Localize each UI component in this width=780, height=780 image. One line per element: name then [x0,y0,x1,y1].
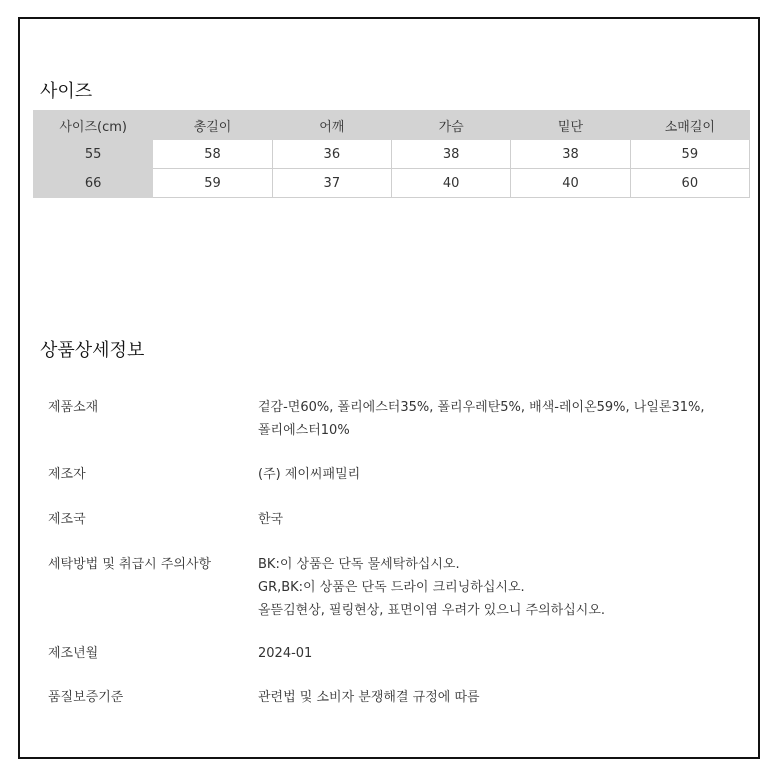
detail-value [258,686,750,709]
table-cell: 37 [272,169,391,198]
detail-line: 폴리에스터10% [258,423,350,438]
detail-label: 제조자 [48,467,86,482]
table-cell: 40 [391,169,510,198]
table-row [34,169,750,198]
detail-line: BK:이 상품은 단독 물세탁하십시오. [258,557,460,572]
content-frame [18,17,760,759]
detail-label: 품질보증기준 [48,690,124,705]
detail-value [258,508,750,531]
size-label: 66 [34,169,153,198]
detail-value [258,642,750,665]
detail-label: 제품소재 [48,400,99,415]
detail-section-title: 상품상세정보 [40,340,145,361]
header-chest: 가슴 [391,111,510,140]
detail-label: 제조년월 [48,646,99,661]
table-cell: 60 [630,169,749,198]
detail-label: 제조국 [48,512,86,527]
table-cell: 38 [391,140,510,169]
table-cell: 36 [272,140,391,169]
header-hem: 밑단 [511,111,630,140]
header-sleeve-length: 소매길이 [630,111,749,140]
table-row [34,140,750,169]
detail-line: 겉감-면60%, 폴리에스터35%, 폴리우레탄5%, 배색-레이온59%, 나일론31%, [258,400,705,415]
detail-value [258,396,750,442]
detail-label: 세탁방법 및 취급시 주의사항 [48,557,212,572]
size-label: 55 [34,140,153,169]
table-cell: 59 [153,169,272,198]
detail-line: 관련법 및 소비자 분쟁해결 규정에 따름 [258,690,480,705]
detail-line: (주) 제이씨패밀리 [258,467,361,482]
detail-line: 2024-01 [258,646,313,661]
table-cell: 38 [511,140,630,169]
detail-value [258,553,750,622]
detail-value [258,463,750,486]
size-table [33,110,750,198]
size-section-title: 사이즈 [40,81,93,102]
table-cell: 58 [153,140,272,169]
header-size: 사이즈(cm) [34,111,153,140]
table-cell: 59 [630,140,749,169]
detail-line: 한국 [258,512,284,527]
header-shoulder: 어깨 [272,111,391,140]
header-total-length: 총길이 [153,111,272,140]
table-cell: 40 [511,169,630,198]
detail-line: 올뜯김현상, 필링현상, 표면이염 우려가 있으니 주의하십시오. [258,603,606,618]
detail-line: GR,BK:이 상품은 단독 드라이 크리닝하십시오. [258,580,525,595]
size-table-header-row [34,111,750,140]
